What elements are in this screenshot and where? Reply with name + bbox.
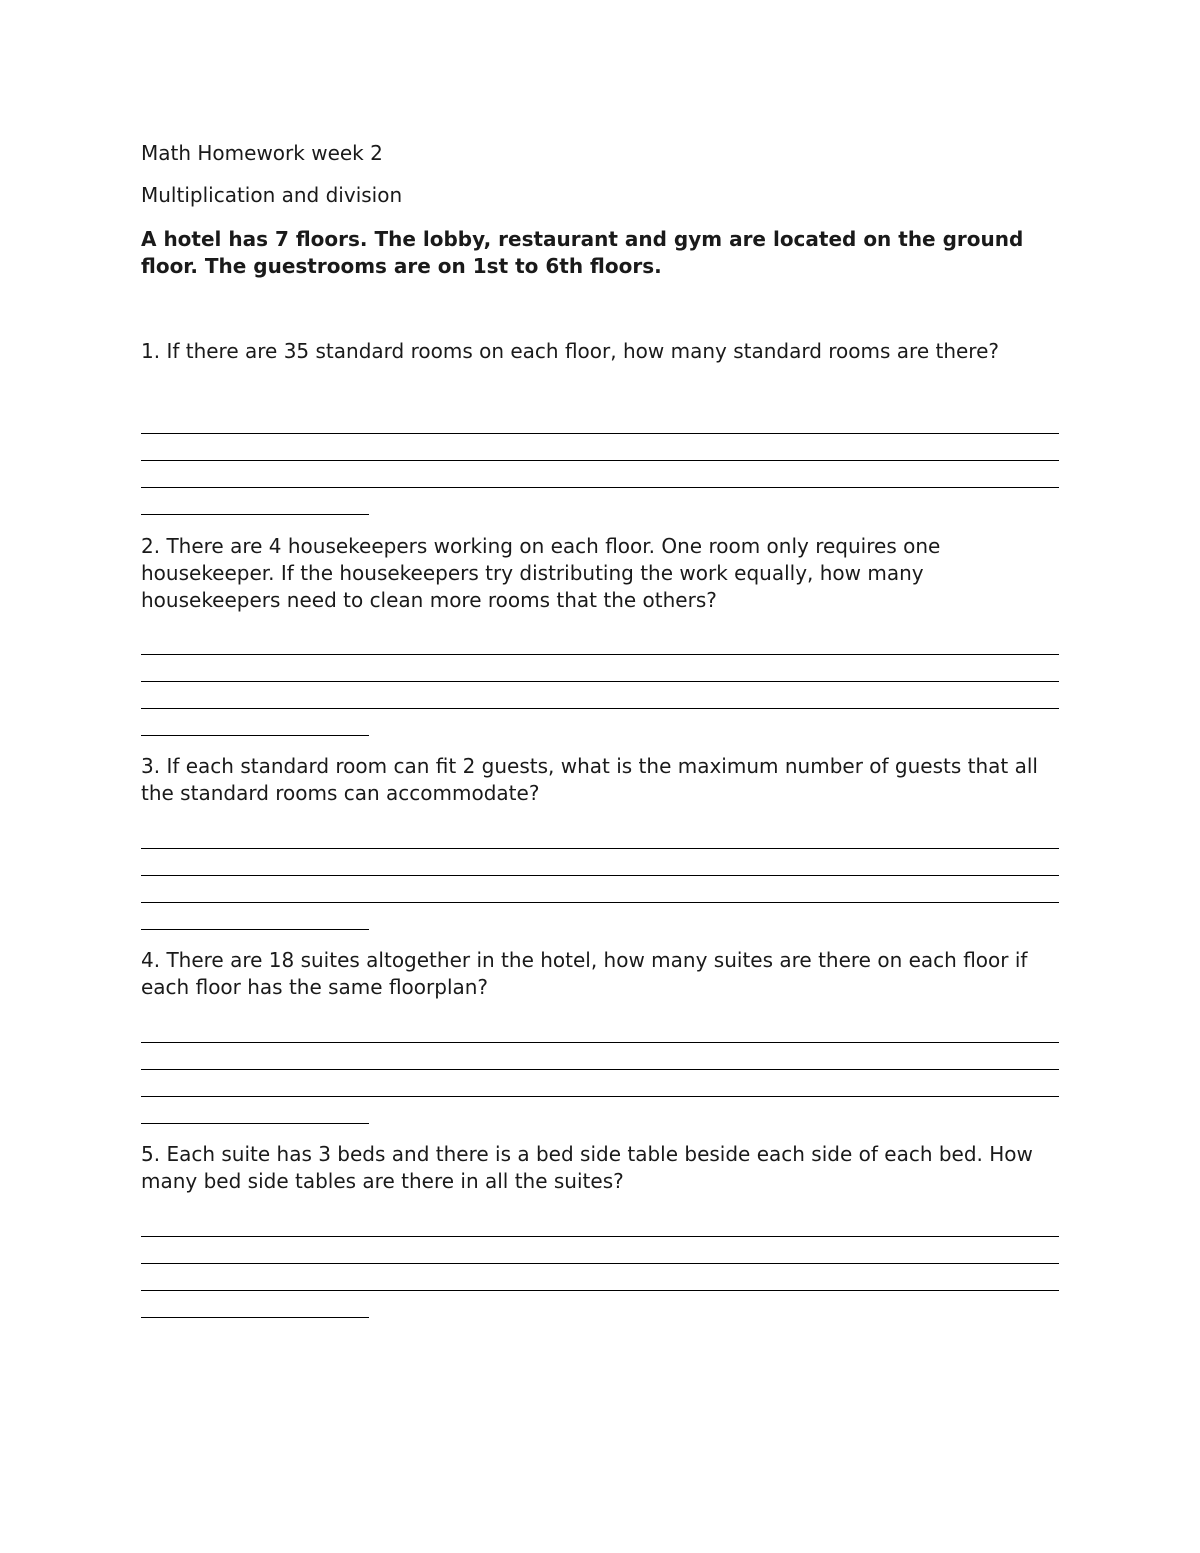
question-5-text: 5. Each suite has 3 beds and there is a bed side table beside each side of each bed. How many bed side tables are there in all the suites? [141, 1142, 1033, 1193]
answer-line-q5-3[interactable] [141, 1290, 1059, 1291]
answer-line-q1-3[interactable] [141, 487, 1059, 488]
answer-line-q1-2[interactable] [141, 460, 1059, 461]
question-4-text: 4. There are 18 suites altogether in the hotel, how many suites are there on each floor if each floor has the same floorplan? [141, 948, 1028, 999]
answer-line-q5-4[interactable] [141, 1317, 369, 1318]
answer-line-q4-2[interactable] [141, 1069, 1059, 1070]
question-1 [141, 338, 1059, 365]
answer-line-q5-1[interactable] [141, 1236, 1059, 1237]
answer-line-q2-4[interactable] [141, 735, 369, 736]
question-1-text: 1. If there are 35 standard rooms on each floor, how many standard rooms are there? [141, 339, 1000, 363]
answer-line-q4-3[interactable] [141, 1096, 1059, 1097]
answer-line-q4-4[interactable] [141, 1123, 369, 1124]
answer-line-q5-2[interactable] [141, 1263, 1059, 1264]
question-3-text: 3. If each standard room can fit 2 guests, what is the maximum number of guests that all the standard rooms can accommodate? [141, 754, 1038, 805]
answer-line-q2-3[interactable] [141, 708, 1059, 709]
worksheet-page [141, 0, 1059, 1553]
question-3 [141, 753, 1059, 807]
problem-intro: A hotel has 7 floors. The lobby, restaurant and gym are located on the ground floor. The guestrooms are on 1st to 6th floors. [141, 227, 1024, 278]
answer-line-q3-2[interactable] [141, 875, 1059, 876]
answer-line-q3-4[interactable] [141, 929, 369, 930]
question-5 [141, 1141, 1059, 1195]
question-2 [141, 533, 1059, 614]
worksheet-subtitle: Multiplication and division [141, 183, 403, 207]
answer-line-q3-3[interactable] [141, 902, 1059, 903]
answer-line-q2-2[interactable] [141, 681, 1059, 682]
answer-line-q1-4[interactable] [141, 514, 369, 515]
answer-line-q4-1[interactable] [141, 1042, 1059, 1043]
worksheet-title: Math Homework week 2 [141, 141, 383, 165]
answer-line-q2-1[interactable] [141, 654, 1059, 655]
answer-line-q3-1[interactable] [141, 848, 1059, 849]
answer-line-q1-1[interactable] [141, 433, 1059, 434]
question-2-text: 2. There are 4 housekeepers working on each floor. One room only requires one housekeeper. If the housekeepers try distributing the work equally, how many housekeepers need to clean more rooms that the others? [141, 534, 941, 612]
question-4 [141, 947, 1059, 1001]
